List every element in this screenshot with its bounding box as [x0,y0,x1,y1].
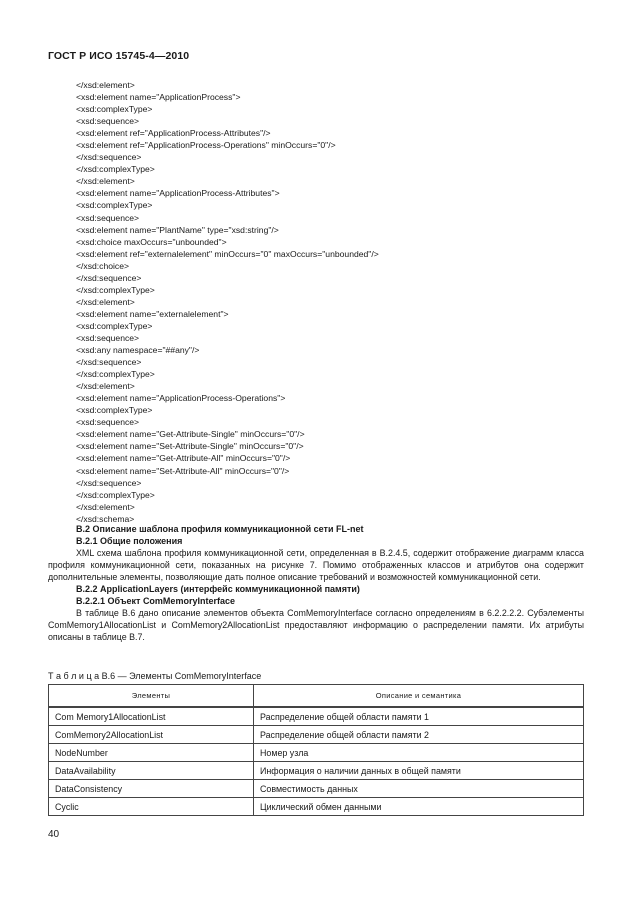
code-line: <xsd:choice maxOccurs="unbounded"> [76,236,227,247]
code-line: </xsd:sequence> [76,152,142,163]
code-line: <xsd:sequence> [76,116,140,127]
code-line: <xsd:complexType> [76,104,153,115]
document-header: ГОСТ Р ИСО 15745-4—2010 [48,50,190,62]
code-line: </xsd:sequence> [76,477,142,488]
table-header-row [49,685,584,708]
element-name-cell: Cyclic [49,798,254,816]
element-name-cell: NodeNumber [49,744,254,762]
code-line: </xsd:complexType> [76,489,155,500]
code-line: <xsd:element name="Get-Attribute-Single" minOccurs="0"/> [76,429,305,440]
section-b221-paragraph: В таблице В.6 дано описание элементов объекта ComMemoryInterface согласно определениям в 6.2.2.2.2. Субэлементы ComMemory1AllocationList и ComMemory2AllocationList предоставляют информацию о распределении памяти. Их атрибуты описаны в таблице В.7. [48,608,584,643]
code-line: <xsd:complexType> [76,405,153,416]
section-b21-paragraph: XML схема шаблона профиля коммуникационной сети, определенная в В.2.4.5, содержит отображение диаграмм класса профиля коммуникационной сети, показанных на рисунке 7. Помимо отображенных классов и атрибутов она содержит дополнительные элементы, позволяющие дать полное описание требований и возможностей коммуникационной сети. [48,548,584,583]
section-b221-heading: В.2.2.1 Объект ComMemoryInterface [76,596,235,607]
code-line: </xsd:sequence> [76,272,142,283]
code-line: </xsd:sequence> [76,357,142,368]
code-line: <xsd:element name="Get-Attribute-All" minOccurs="0"/> [76,453,291,464]
table-row [49,780,584,798]
element-description-cell: Циклический обмен данными [254,798,584,816]
code-line: <xsd:element name="ApplicationProcess-Attributes"> [76,188,280,199]
code-line: </xsd:element> [76,80,135,90]
table-row [49,707,584,726]
table-row [49,798,584,816]
code-line: <xsd:complexType> [76,200,153,211]
code-line: <xsd:element name="ApplicationProcess-Operations"> [76,393,286,404]
table-row [49,744,584,762]
code-line: </xsd:complexType> [76,284,155,295]
element-description-cell: Распределение общей области памяти 1 [254,707,584,726]
code-line: </xsd:schema> [76,513,135,524]
code-line: </xsd:complexType> [76,369,155,380]
code-line: <xsd:element name="PlantName" type="xsd:string"/> [76,224,279,235]
column-header-elements: Элементы [49,685,254,708]
column-header-description: Описание и семантика [254,685,584,708]
element-name-cell: DataAvailability [49,762,254,780]
code-line: </xsd:element> [76,176,135,187]
code-line: <xsd:element name="Set-Attribute-All" minOccurs="0"/> [76,465,290,476]
table-row [49,726,584,744]
code-line: <xsd:element name="Set-Attribute-Single" minOccurs="0"/> [76,441,304,452]
elements-table [48,684,584,816]
code-line: </xsd:element> [76,501,135,512]
section-b2-heading: В.2 Описание шаблона профиля коммуникационной сети FL-net [76,524,364,534]
xsd-code-listing [76,79,379,525]
code-line: </xsd:complexType> [76,164,155,175]
element-name-cell: Com Memory1AllocationList [49,707,254,726]
section-b2 [48,523,584,644]
code-line: <xsd:sequence> [76,212,140,223]
element-description-cell: Распределение общей области памяти 2 [254,726,584,744]
table-caption: Т а б л и ц а В.6 — Элементы ComMemoryInterface [48,671,262,681]
element-description-cell: Номер узла [254,744,584,762]
element-name-cell: ComMemory2AllocationList [49,726,254,744]
code-line: <xsd:element ref="ApplicationProcess-Operations" minOccurs="0"/> [76,140,336,151]
element-description-cell: Информация о наличии данных в общей памяти [254,762,584,780]
code-line: <xsd:complexType> [76,320,153,331]
code-line: </xsd:element> [76,296,135,307]
code-line: <xsd:sequence> [76,332,140,343]
code-line: <xsd:element ref="ApplicationProcess-Attributes"/> [76,128,271,139]
code-line: <xsd:any namespace="##any"/> [76,345,200,356]
section-b22-heading: В.2.2 ApplicationLayers (интерфейс коммуникационной памяти) [76,584,360,595]
table-row [49,762,584,780]
code-line: <xsd:sequence> [76,417,140,428]
code-line: <xsd:element name="ApplicationProcess"> [76,92,241,103]
element-description-cell: Совместимость данных [254,780,584,798]
code-line: </xsd:choice> [76,260,130,271]
element-name-cell: DataConsistency [49,780,254,798]
code-line: </xsd:element> [76,381,135,392]
page-number: 40 [48,829,60,840]
code-line: <xsd:element name="externalelement"> [76,308,229,319]
code-line: <xsd:element ref="externalelement" minOccurs="0" maxOccurs="unbounded"/> [76,248,379,259]
section-b21-heading: В.2.1 Общие положения [76,536,183,546]
